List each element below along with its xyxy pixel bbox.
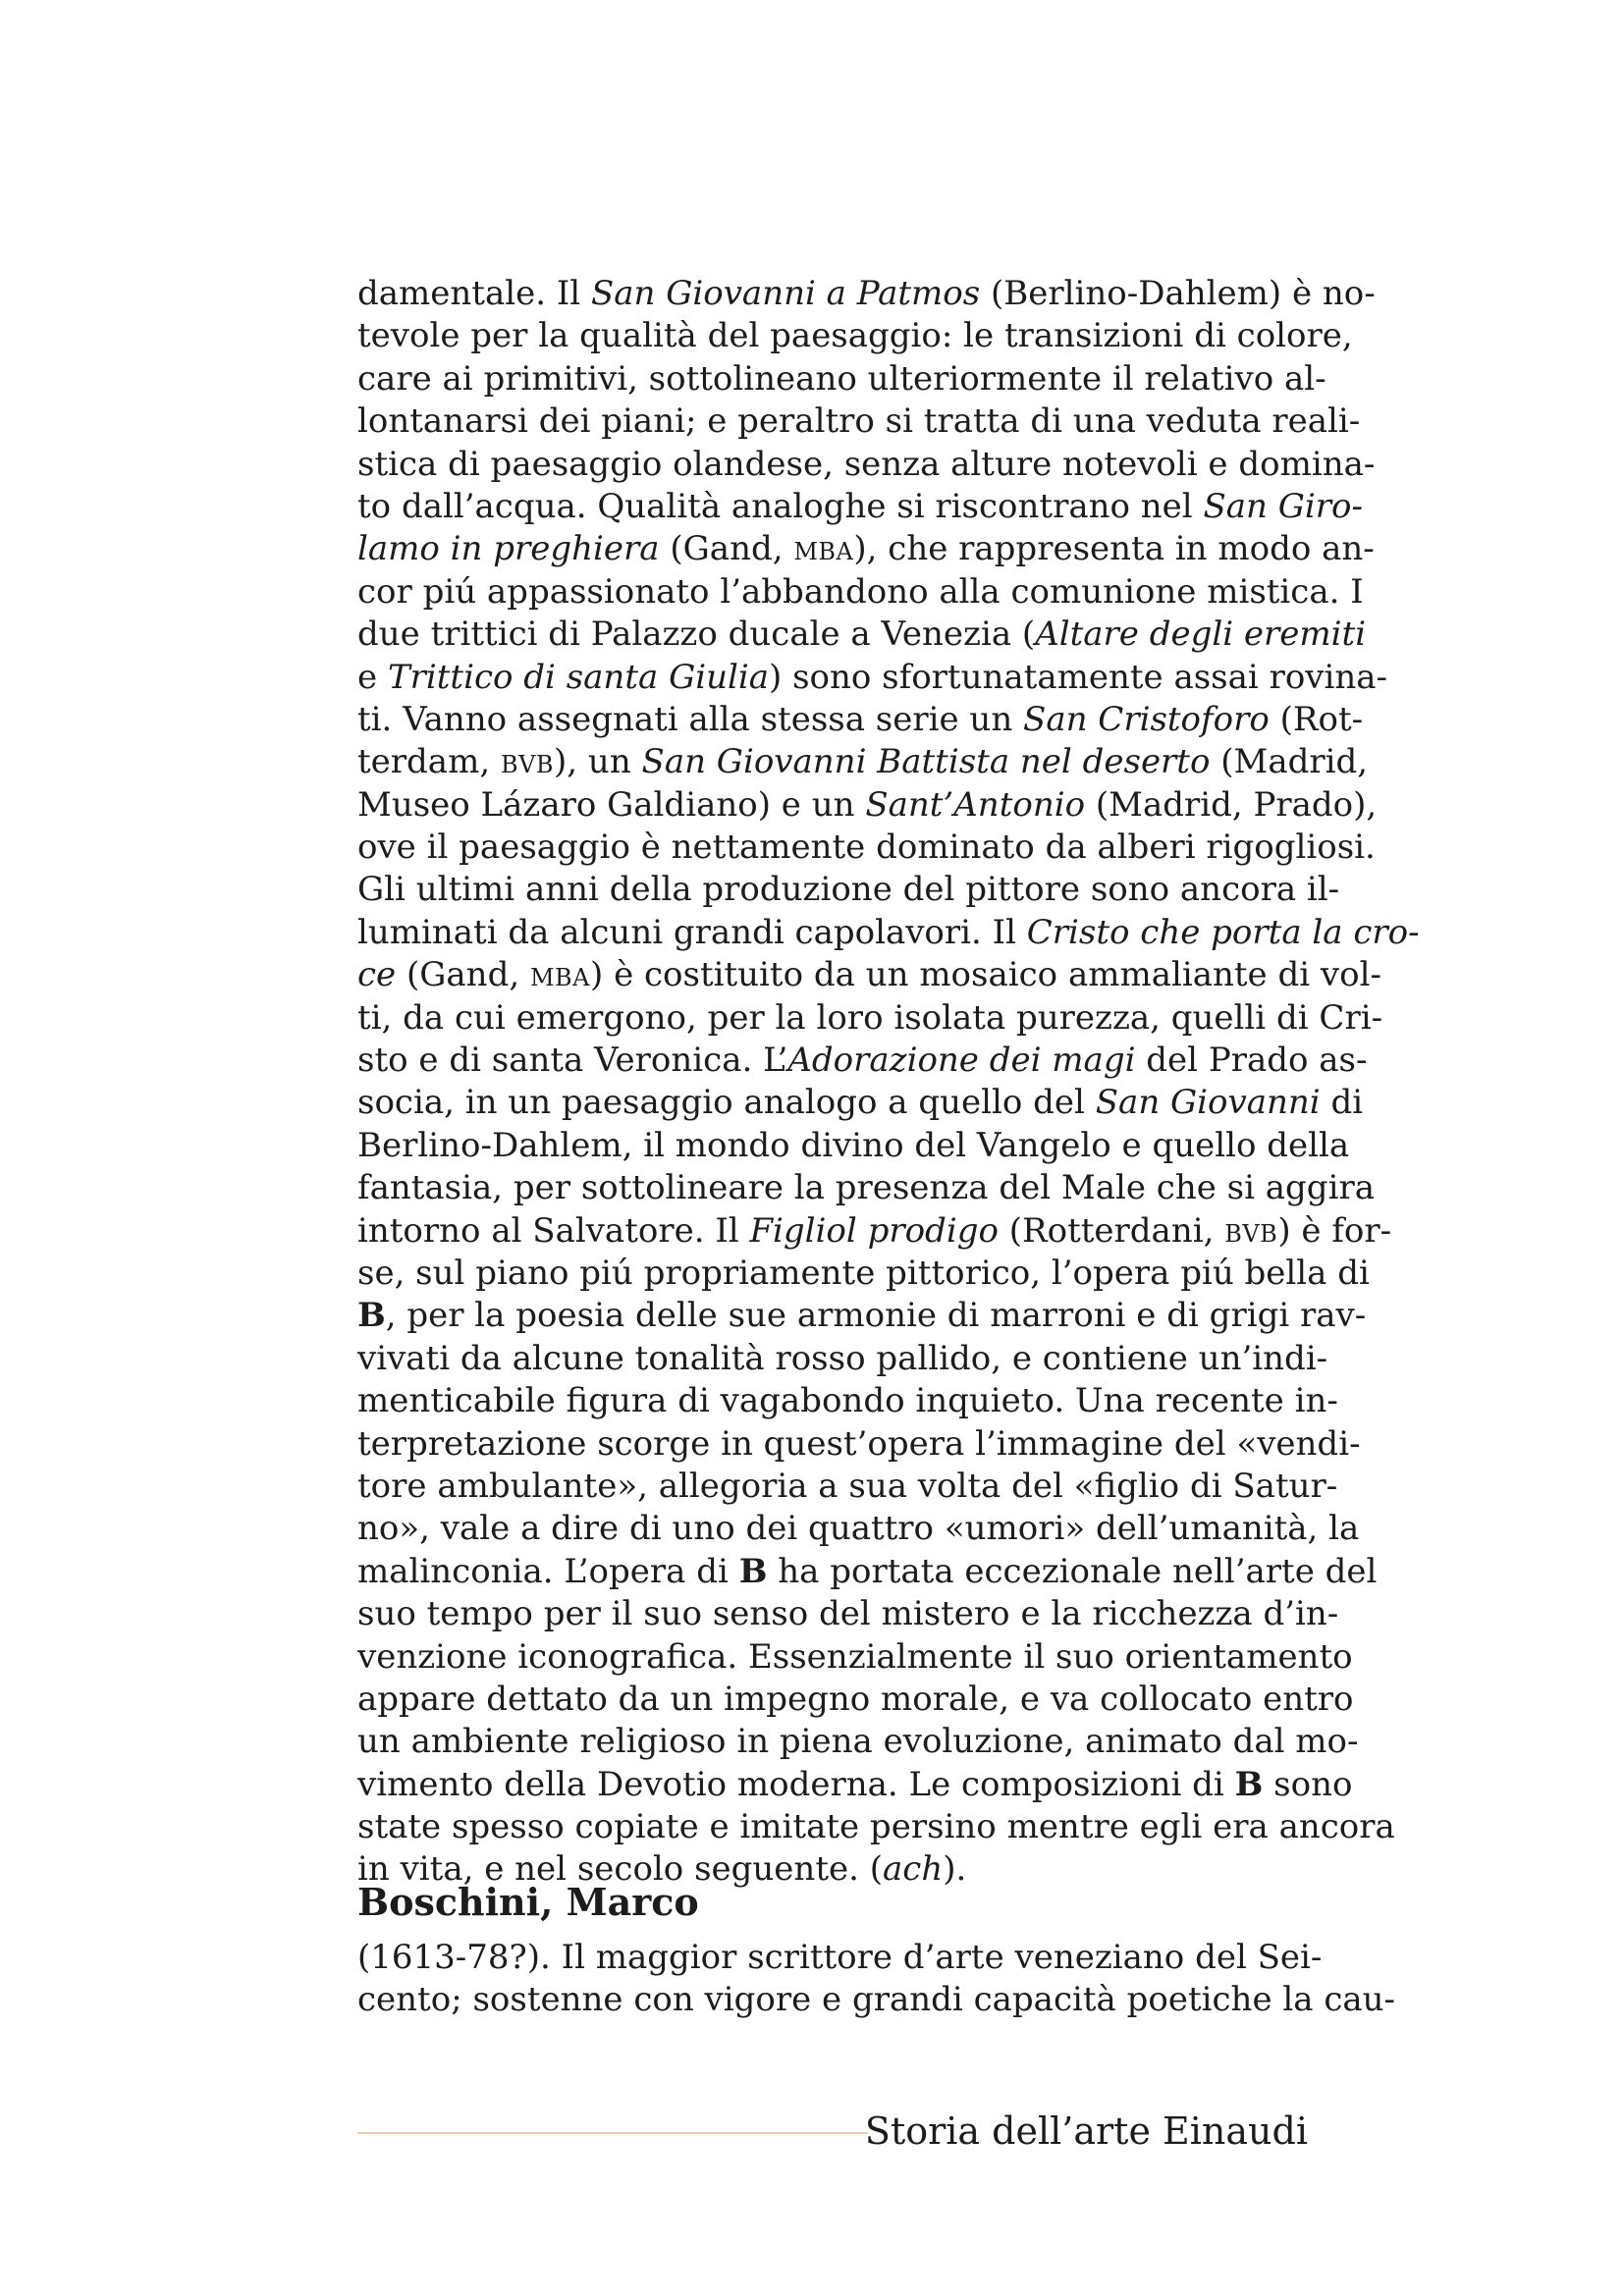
text-line: cor piú appassionato l’abbandono alla comunione mistica. I (357, 571, 1364, 612)
text-line: ce (Gand, MBA) è costituito da un mosaico ammaliante di vol- (357, 955, 1381, 995)
text-line: socia, in un paesaggio analogo a quello del San Giovanni di (357, 1083, 1364, 1123)
text-line: ti. Vanno assegnati alla stessa serie un San Cristoforo (Rot- (357, 699, 1364, 739)
text-line: terdam, BVB), un San Giovanni Battista nel deserto (Madrid, (357, 742, 1369, 782)
text-line: tevole per la qualità del paesaggio: le transizioni di colore, (357, 316, 1353, 356)
text-line: to dall’acqua. Qualità analoghe si riscontrano nel San Giro- (357, 486, 1363, 526)
text-line: Berlino-Dahlem, il mondo divino del Vangelo e quello della (357, 1125, 1350, 1165)
text-line: lamo in preghiera (Gand, MBA), che rappresenta in modo an- (357, 529, 1375, 569)
text-line: damentale. Il San Giovanni a Patmos (Berlino-Dahlem) è no- (357, 274, 1376, 313)
text-line: no», vale a dire di uno dei quattro «umori» dell’umanità, la (357, 1509, 1360, 1549)
entry-heading: Boschini, Marco (357, 1880, 699, 1924)
text-line: ti, da cui emergono, per la loro isolata purezza, quelli di Cri- (357, 997, 1383, 1038)
footer-title: Storia dell’arte Einaudi (864, 2109, 1308, 2153)
text-line: luminati da alcuni grandi capolavori. Il Cristo che porta la cro- (357, 912, 1420, 952)
body-text (357, 273, 1420, 1892)
text-line: (1613-78?). Il maggior scrittore d’arte veneziano del Sei- (357, 1938, 1323, 1977)
text-line: sto e di santa Veronica. L’Adorazione dei magi del Prado as- (357, 1041, 1368, 1081)
text-line: Gli ultimi anni della produzione del pittore sono ancora il- (357, 870, 1340, 910)
text-line: ove il paesaggio è nettamente dominato da alberi rigogliosi. (357, 828, 1376, 868)
text-line: tore ambulante», allegoria a sua volta del «figlio di Satur- (357, 1466, 1338, 1506)
footer-rule (357, 2132, 868, 2134)
text-line: se, sul piano piú propriamente pittorico, l’opera piú bella di (357, 1253, 1370, 1293)
text-line: intorno al Salvatore. Il Figliol prodigo (Rotterdani, BVB) è for- (357, 1210, 1392, 1251)
text-line: terpretazione scorge in quest’opera l’immagine del «vendi- (357, 1423, 1361, 1464)
text-line: cento; sostenne con vigore e grandi capacità poetiche la cau- (357, 1980, 1396, 2020)
text-line: un ambiente religioso in piena evoluzione, animato dal mo- (357, 1722, 1359, 1762)
text-line: fantasia, per sottolineare la presenza del Male che si aggira (357, 1168, 1375, 1208)
text-line: venzione iconografica. Essenzialmente il suo orientamento (357, 1636, 1353, 1677)
text-line: vimento della Devotio moderna. Le composizioni di B sono (357, 1764, 1353, 1804)
text-line: care ai primitivi, sottolineano ulteriormente il relativo al- (357, 358, 1326, 399)
text-line: Museo Lázaro Galdiano) e un Sant’Antonio (Madrid, Prado), (357, 784, 1378, 825)
text-line: malinconia. L’opera di B ha portata eccezionale nell’arte del (357, 1551, 1378, 1591)
text-line: vivati da alcune tonalità rosso pallido, e contiene un’indi- (357, 1338, 1328, 1378)
text-line: appare dettato da un impegno morale, e va collocato entro (357, 1679, 1354, 1719)
text-line: suo tempo per il suo senso del mistero e la ricchezza d’in- (357, 1594, 1339, 1634)
text-line: due trittici di Palazzo ducale a Venezia (Altare degli eremiti (357, 614, 1367, 655)
entry-text (357, 1937, 1396, 2022)
text-line: menticabile figura di vagabondo inquieto. Una recente in- (357, 1381, 1338, 1421)
text-line: lontanarsi dei piani; e peraltro si tratta di una veduta reali- (357, 401, 1361, 442)
text-line: B, per la poesia delle sue armonie di marroni e di grigi rav- (357, 1296, 1367, 1336)
text-line: stica di paesaggio olandese, senza alture notevoli e domina- (357, 444, 1376, 484)
text-line: state spesso copiate e imitate persino mentre egli era ancora (357, 1807, 1395, 1847)
text-line: in vita, e nel secolo seguente. (ach). (357, 1849, 967, 1890)
text-line: e Trittico di santa Giulia) sono sfortunatamente assai rovina- (357, 657, 1388, 697)
